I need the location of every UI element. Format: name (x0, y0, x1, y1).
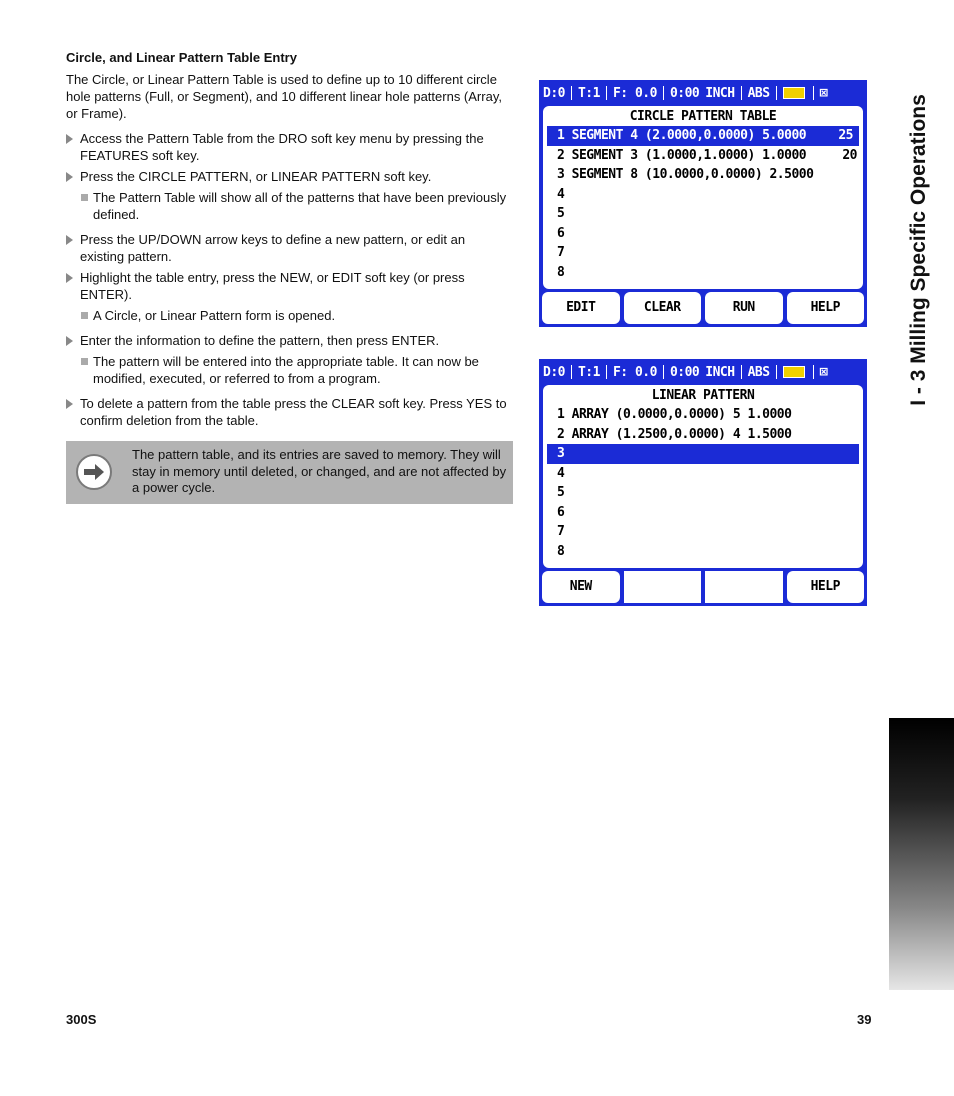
blank-softkey[interactable] (705, 571, 783, 603)
scale-factor-icon: ⊠ (819, 364, 828, 380)
status-bar (539, 359, 867, 385)
run-softkey[interactable]: RUN (705, 292, 783, 324)
table-row[interactable]: 7 (557, 524, 565, 539)
table-row[interactable]: 4 (557, 186, 565, 202)
new-softkey[interactable]: NEW (542, 571, 620, 603)
edit-softkey[interactable]: EDIT (542, 292, 620, 324)
table-row[interactable]: 1 SEGMENT 4 (2.0000,0.0000) 5.0000 25 (547, 126, 859, 146)
arrow-right-icon (76, 454, 112, 490)
table-row[interactable]: 8 (557, 264, 565, 280)
linear-pattern-screen (539, 359, 867, 606)
status-time: 0:00 (669, 85, 700, 101)
status-datum: D:0 (543, 364, 565, 380)
triangle-bullet-icon (66, 172, 73, 182)
triangle-bullet-icon (66, 273, 73, 283)
table-row[interactable]: 5 (557, 206, 565, 221)
table-title: CIRCLE PATTERN TABLE (629, 109, 777, 124)
step-6: To delete a pattern from the table press the CLEAR soft key. Press YES to confirm deletion from the table. (66, 395, 512, 429)
table-title: LINEAR PATTERN (651, 388, 755, 403)
table-row[interactable]: 4 (557, 465, 565, 481)
status-feed: F: 0.0 (612, 364, 657, 380)
table-row[interactable]: 5 (557, 485, 565, 500)
status-datum: D:0 (543, 85, 565, 101)
status-time: 0:00 (669, 364, 700, 380)
body-text (66, 71, 512, 433)
status-unit: INCH (705, 364, 735, 380)
table-row[interactable]: 8 (557, 543, 565, 559)
square-bullet-icon (81, 194, 88, 201)
triangle-bullet-icon (66, 235, 73, 245)
intro-paragraph: The Circle, or Linear Pattern Table is used to define up to 10 different circle hole patterns (Full, or Segment), and 10 different linear hole patterns (Array, or Frame). (66, 72, 502, 121)
circle-pattern-screen (539, 80, 867, 327)
step-4-note: A Circle, or Linear Pattern form is opened. (66, 307, 512, 324)
step-4: Highlight the table entry, press the NEW, or EDIT soft key (or press ENTER). (66, 269, 512, 303)
help-softkey[interactable]: HELP (787, 571, 865, 603)
step-1: Access the Pattern Table from the DRO soft key menu by pressing the FEATURES soft key. (66, 130, 512, 164)
table-row[interactable]: 7 (557, 245, 565, 260)
status-bar (539, 80, 867, 106)
status-tool: T:1 (577, 364, 600, 380)
pattern-table (543, 385, 863, 568)
step-2-note: The Pattern Table will show all of the patterns that have been previously defined. (66, 189, 512, 223)
square-bullet-icon (81, 312, 88, 319)
softkey-bar (542, 571, 864, 603)
clear-softkey[interactable]: CLEAR (624, 292, 702, 324)
section-heading: Circle, and Linear Pattern Table Entry (66, 50, 297, 65)
triangle-bullet-icon (66, 399, 73, 409)
pattern-table (543, 106, 863, 289)
chapter-side-title: I - 3 Milling Specific Operations (907, 94, 930, 406)
status-tool: T:1 (577, 85, 600, 101)
status-mode: ABS (747, 364, 770, 380)
tool-icon (783, 366, 805, 378)
table-row[interactable]: 2 SEGMENT 3 (1.0000,1.0000) 1.0000 20 (557, 147, 857, 163)
chapter-thumb-tab (889, 718, 954, 990)
step-3: Press the UP/DOWN arrow keys to define a new pattern, or edit an existing pattern. (66, 231, 512, 265)
help-softkey[interactable]: HELP (787, 292, 865, 324)
tool-icon (783, 87, 805, 99)
triangle-bullet-icon (66, 336, 73, 346)
step-2: Press the CIRCLE PATTERN, or LINEAR PATTERN soft key. (66, 168, 512, 185)
table-row[interactable]: 3 SEGMENT 8 (10.0000,0.0000) 2.5000 (557, 167, 814, 182)
status-mode: ABS (747, 85, 770, 101)
triangle-bullet-icon (66, 134, 73, 144)
table-row[interactable]: 3 (547, 444, 859, 464)
table-row[interactable]: 6 (557, 504, 565, 520)
page-number: 39 (857, 1012, 872, 1027)
softkey-bar (542, 292, 864, 324)
note-text: The pattern table, and its entries are saved to memory. They will stay in memory until deleted, or changed, and are not affected by a power cycle. (132, 447, 507, 495)
table-row[interactable]: 6 (557, 225, 565, 241)
status-feed: F: 0.0 (612, 85, 657, 101)
scale-factor-icon: ⊠ (819, 85, 828, 101)
square-bullet-icon (81, 358, 88, 365)
table-row[interactable]: 1 ARRAY (0.0000,0.0000) 5 1.0000 (557, 407, 792, 422)
status-unit: INCH (705, 85, 735, 101)
blank-softkey[interactable] (624, 571, 702, 603)
step-5-note: The pattern will be entered into the appropriate table. It can now be modified, executed, or referred to from a program. (66, 353, 512, 387)
step-5: Enter the information to define the pattern, then press ENTER. (66, 332, 512, 349)
table-row[interactable]: 2 ARRAY (1.2500,0.0000) 4 1.5000 (557, 426, 792, 442)
footer-model: 300S (66, 1012, 97, 1027)
note-box (66, 441, 513, 504)
